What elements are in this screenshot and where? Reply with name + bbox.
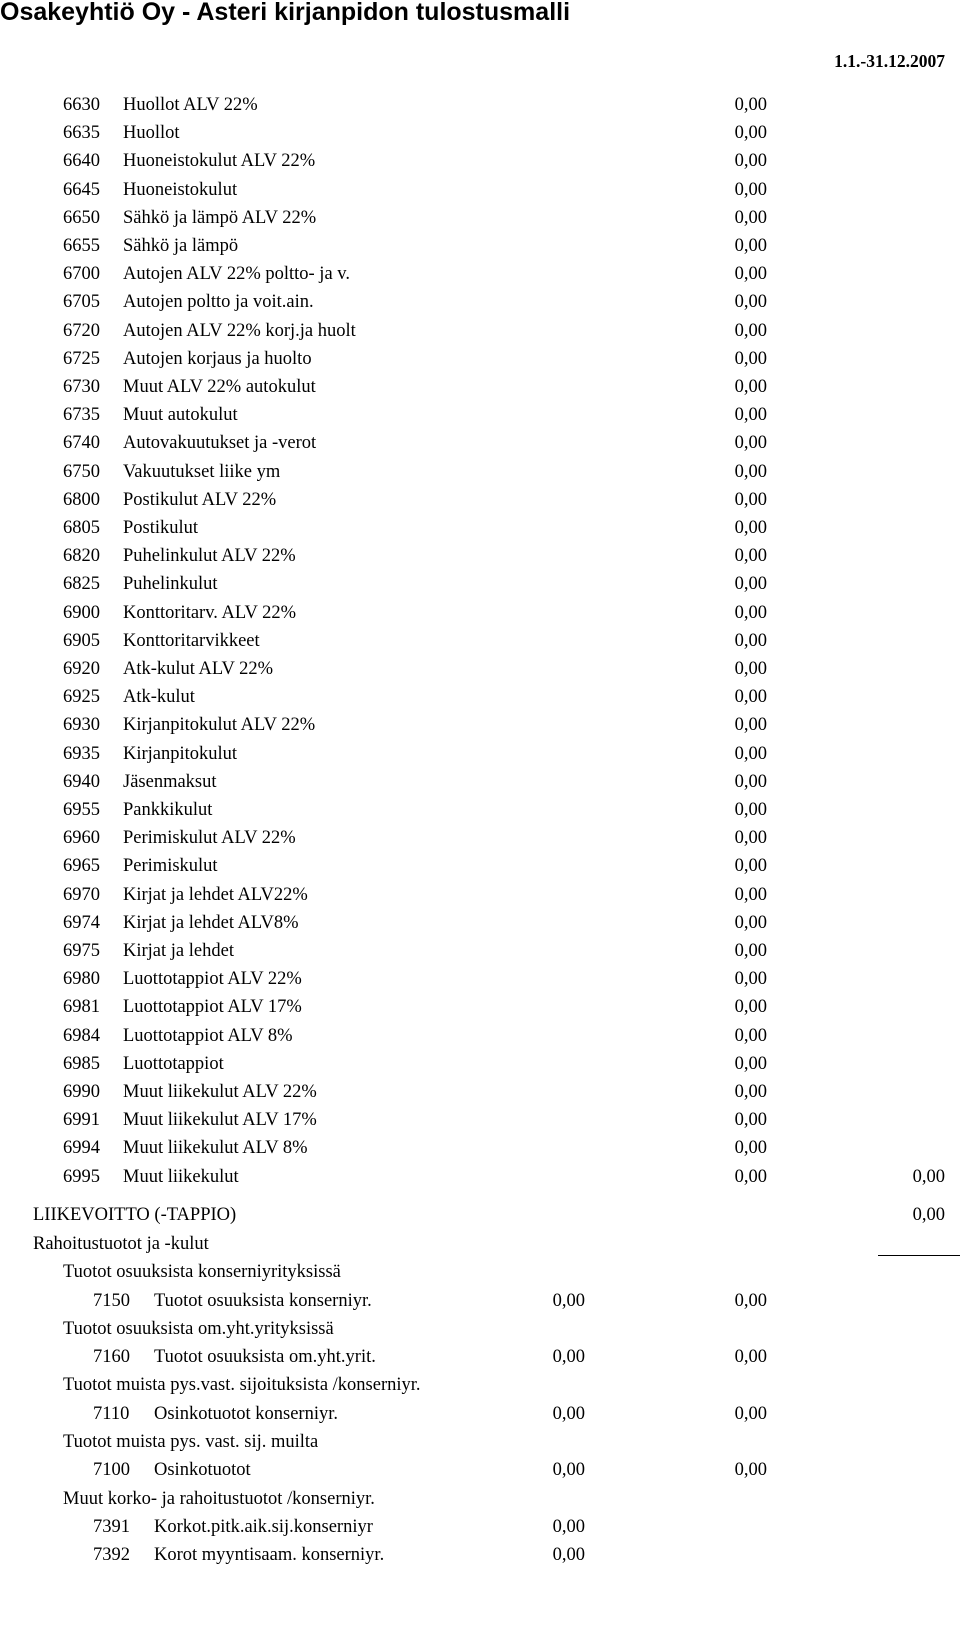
account-code: 6985 bbox=[63, 1054, 100, 1074]
account-code: 6940 bbox=[63, 772, 100, 792]
report-title: Osakeyhtiö Oy - Asteri kirjanpidon tulostusmalli bbox=[0, 0, 571, 26]
account-row bbox=[0, 514, 960, 542]
account-name: Konttoritarv. ALV 22% bbox=[123, 603, 297, 623]
account-name: Atk-kulut bbox=[123, 687, 195, 707]
account-name: Muut autokulut bbox=[123, 405, 238, 425]
account-amount: 0,00 bbox=[734, 659, 767, 679]
account-code: 6965 bbox=[63, 856, 100, 876]
account-amount: 0,00 bbox=[734, 518, 767, 538]
account-row bbox=[0, 542, 960, 570]
account-name: Puhelinkulut bbox=[123, 574, 218, 594]
account-code: 6925 bbox=[63, 687, 100, 707]
account-name: Perimiskulut ALV 22% bbox=[123, 828, 296, 848]
account-name: Autojen ALV 22% korj.ja huolt bbox=[123, 321, 356, 341]
account-name: Autojen ALV 22% poltto- ja v. bbox=[123, 264, 350, 284]
account-name: Osinkotuotot konserniyr. bbox=[154, 1404, 338, 1424]
financial-account-row bbox=[0, 1400, 960, 1428]
financial-group-row bbox=[0, 1371, 960, 1399]
account-row bbox=[0, 993, 960, 1021]
account-name: Jäsenmaksut bbox=[123, 772, 217, 792]
account-row bbox=[0, 1050, 960, 1078]
account-row bbox=[0, 373, 960, 401]
account-code: 6960 bbox=[63, 828, 100, 848]
account-row bbox=[0, 627, 960, 655]
account-row bbox=[0, 317, 960, 345]
account-row bbox=[0, 232, 960, 260]
account-name: Muut liikekulut bbox=[123, 1167, 239, 1187]
financial-group-row bbox=[0, 1315, 960, 1343]
account-row bbox=[0, 796, 960, 824]
account-amount: 0,00 bbox=[734, 95, 767, 115]
account-amount: 0,00 bbox=[734, 744, 767, 764]
account-row bbox=[0, 119, 960, 147]
account-row bbox=[0, 824, 960, 852]
account-name: Tuotot osuuksista konserniyr. bbox=[154, 1291, 372, 1311]
operating-result-amount: 0,00 bbox=[912, 1205, 945, 1225]
account-name: Huoneistokulut ALV 22% bbox=[123, 151, 316, 171]
account-code: 6975 bbox=[63, 941, 100, 961]
account-amount: 0,00 bbox=[734, 1026, 767, 1046]
account-name: Sähkö ja lämpö bbox=[123, 236, 239, 256]
account-code: 6905 bbox=[63, 631, 100, 651]
account-code: 6900 bbox=[63, 603, 100, 623]
account-row bbox=[0, 655, 960, 683]
account-amount: 0,00 bbox=[734, 321, 767, 341]
account-code: 6994 bbox=[63, 1138, 100, 1158]
account-code: 6981 bbox=[63, 997, 100, 1017]
account-amount: 0,00 bbox=[552, 1460, 585, 1480]
account-amount: 0,00 bbox=[734, 151, 767, 171]
account-code: 6720 bbox=[63, 321, 100, 341]
account-amount: 0,00 bbox=[552, 1347, 585, 1367]
account-name: Perimiskulut bbox=[123, 856, 218, 876]
account-name: Postikulut ALV 22% bbox=[123, 490, 277, 510]
financial-group-row bbox=[0, 1485, 960, 1513]
account-name: Kirjat ja lehdet bbox=[123, 941, 234, 961]
financial-account-row bbox=[0, 1343, 960, 1371]
account-row bbox=[0, 147, 960, 175]
account-name: Kirjat ja lehdet ALV22% bbox=[123, 885, 308, 905]
account-amount: 0,00 bbox=[734, 1110, 767, 1130]
financial-group-row bbox=[0, 1428, 960, 1456]
account-name: Konttoritarvikkeet bbox=[123, 631, 260, 651]
account-amount: 0,00 bbox=[734, 997, 767, 1017]
account-amount: 0,00 bbox=[734, 236, 767, 256]
account-name: Korot myyntisaam. konserniyr. bbox=[154, 1545, 385, 1565]
account-code: 7160 bbox=[93, 1347, 130, 1367]
account-code: 6740 bbox=[63, 433, 100, 453]
account-amount: 0,00 bbox=[552, 1517, 585, 1537]
account-code: 6820 bbox=[63, 546, 100, 566]
account-name: Muut liikekulut ALV 17% bbox=[123, 1110, 317, 1130]
financial-heading-row bbox=[0, 1230, 960, 1258]
account-code: 6984 bbox=[63, 1026, 100, 1046]
account-name: Osinkotuotot bbox=[154, 1460, 251, 1480]
account-row bbox=[0, 570, 960, 598]
account-name: Postikulut bbox=[123, 518, 199, 538]
account-code: 7100 bbox=[93, 1460, 130, 1480]
account-name: Huoneistokulut bbox=[123, 180, 238, 200]
financial-group-label: Tuotot muista pys. vast. sij. muilta bbox=[63, 1432, 319, 1452]
account-name: Huollot ALV 22% bbox=[123, 95, 258, 115]
account-amount: 0,00 bbox=[734, 433, 767, 453]
account-row bbox=[0, 852, 960, 880]
account-amount: 0,00 bbox=[734, 885, 767, 905]
financial-account-row bbox=[0, 1513, 960, 1541]
account-name: Pankkikulut bbox=[123, 800, 213, 820]
report-period: 1.1.-31.12.2007 bbox=[834, 51, 945, 71]
operating-result-row bbox=[0, 1201, 960, 1229]
financial-group-label: Tuotot muista pys.vast. sijoituksista /konserniyr. bbox=[63, 1375, 421, 1395]
account-code: 6805 bbox=[63, 518, 100, 538]
account-name: Kirjanpitokulut bbox=[123, 744, 238, 764]
account-name: Tuotot osuuksista om.yht.yrit. bbox=[154, 1347, 376, 1367]
account-row bbox=[0, 1134, 960, 1162]
account-row bbox=[0, 740, 960, 768]
account-name: Puhelinkulut ALV 22% bbox=[123, 546, 296, 566]
account-amount: 0,00 bbox=[734, 772, 767, 792]
account-row bbox=[0, 401, 960, 429]
account-amount: 0,00 bbox=[734, 715, 767, 735]
account-code: 6970 bbox=[63, 885, 100, 905]
account-amount: 0,00 bbox=[734, 292, 767, 312]
account-code: 6650 bbox=[63, 208, 100, 228]
account-row bbox=[0, 91, 960, 119]
account-name: Luottotappiot ALV 8% bbox=[123, 1026, 293, 1046]
account-row bbox=[0, 204, 960, 232]
account-code: 6980 bbox=[63, 969, 100, 989]
account-code: 6750 bbox=[63, 462, 100, 482]
account-row bbox=[0, 486, 960, 514]
account-code: 6825 bbox=[63, 574, 100, 594]
financial-heading: Rahoitustuotot ja -kulut bbox=[33, 1234, 209, 1254]
account-amount: 0,00 bbox=[734, 377, 767, 397]
account-row bbox=[0, 176, 960, 204]
account-amount: 0,00 bbox=[734, 264, 767, 284]
account-code: 6935 bbox=[63, 744, 100, 764]
account-row bbox=[0, 429, 960, 457]
account-code: 7150 bbox=[93, 1291, 130, 1311]
financial-group-label: Muut korko- ja rahoitustuotot /konserniyr. bbox=[63, 1489, 375, 1509]
account-code: 6995 bbox=[63, 1167, 100, 1187]
account-row bbox=[0, 599, 960, 627]
account-row bbox=[0, 683, 960, 711]
account-name: Huollot bbox=[123, 123, 180, 143]
financial-group-label: Tuotot osuuksista konserniyrityksissä bbox=[63, 1262, 341, 1282]
account-code: 6700 bbox=[63, 264, 100, 284]
account-amount: 0,00 bbox=[734, 1138, 767, 1158]
operating-result-label: LIIKEVOITTO (-TAPPIO) bbox=[33, 1205, 237, 1225]
account-amount: 0,00 bbox=[734, 941, 767, 961]
account-code: 6640 bbox=[63, 151, 100, 171]
account-amount: 0,00 bbox=[734, 969, 767, 989]
account-amount: 0,00 bbox=[734, 1054, 767, 1074]
account-code: 6635 bbox=[63, 123, 100, 143]
account-code: 7391 bbox=[93, 1517, 130, 1537]
financial-group-row bbox=[0, 1258, 960, 1286]
account-row bbox=[0, 260, 960, 288]
account-name: Muut liikekulut ALV 8% bbox=[123, 1138, 308, 1158]
account-code: 7110 bbox=[93, 1404, 130, 1424]
account-row bbox=[0, 458, 960, 486]
account-code: 6655 bbox=[63, 236, 100, 256]
account-row bbox=[0, 1106, 960, 1134]
account-name: Sähkö ja lämpö ALV 22% bbox=[123, 208, 317, 228]
account-name: Kirjat ja lehdet ALV8% bbox=[123, 913, 299, 933]
account-amount: 0,00 bbox=[552, 1291, 585, 1311]
group-subtotal: 0,00 bbox=[734, 1404, 767, 1424]
account-row bbox=[0, 711, 960, 739]
account-row bbox=[0, 909, 960, 937]
account-code: 6991 bbox=[63, 1110, 100, 1130]
account-name: Vakuutukset liike ym bbox=[123, 462, 281, 482]
account-name: Muut liikekulut ALV 22% bbox=[123, 1082, 317, 1102]
account-name: Autojen poltto ja voit.ain. bbox=[123, 292, 314, 312]
account-name: Kirjanpitokulut ALV 22% bbox=[123, 715, 316, 735]
account-amount: 0,00 bbox=[552, 1404, 585, 1424]
account-amount: 0,00 bbox=[734, 208, 767, 228]
account-amount: 0,00 bbox=[734, 913, 767, 933]
account-amount: 0,00 bbox=[734, 546, 767, 566]
account-amount: 0,00 bbox=[734, 603, 767, 623]
financial-account-row bbox=[0, 1287, 960, 1315]
account-name: Luottotappiot ALV 17% bbox=[123, 997, 302, 1017]
account-row bbox=[0, 1163, 960, 1191]
group-subtotal: 0,00 bbox=[734, 1291, 767, 1311]
financial-account-row bbox=[0, 1541, 960, 1569]
account-code: 6705 bbox=[63, 292, 100, 312]
account-code: 6800 bbox=[63, 490, 100, 510]
account-amount: 0,00 bbox=[734, 631, 767, 651]
account-name: Muut ALV 22% autokulut bbox=[123, 377, 316, 397]
account-amount: 0,00 bbox=[734, 349, 767, 369]
account-code: 6645 bbox=[63, 180, 100, 200]
account-code: 6990 bbox=[63, 1082, 100, 1102]
account-code: 6930 bbox=[63, 715, 100, 735]
account-amount: 0,00 bbox=[552, 1545, 585, 1565]
account-row bbox=[0, 937, 960, 965]
account-amount: 0,00 bbox=[734, 856, 767, 876]
account-amount: 0,00 bbox=[734, 687, 767, 707]
account-code: 6735 bbox=[63, 405, 100, 425]
account-row bbox=[0, 288, 960, 316]
account-code: 6920 bbox=[63, 659, 100, 679]
account-amount: 0,00 bbox=[734, 123, 767, 143]
account-amount: 0,00 bbox=[734, 180, 767, 200]
section-total: 0,00 bbox=[912, 1167, 945, 1187]
account-code: 7392 bbox=[93, 1545, 130, 1565]
account-code: 6974 bbox=[63, 913, 100, 933]
account-name: Luottotappiot bbox=[123, 1054, 224, 1074]
account-amount: 0,00 bbox=[734, 405, 767, 425]
account-code: 6630 bbox=[63, 95, 100, 115]
account-code: 6730 bbox=[63, 377, 100, 397]
account-name: Luottotappiot ALV 22% bbox=[123, 969, 302, 989]
account-row bbox=[0, 1078, 960, 1106]
account-amount: 0,00 bbox=[734, 1082, 767, 1102]
account-amount: 0,00 bbox=[734, 828, 767, 848]
account-amount: 0,00 bbox=[734, 462, 767, 482]
account-row bbox=[0, 881, 960, 909]
account-amount: 0,00 bbox=[734, 800, 767, 820]
account-amount: 0,00 bbox=[734, 1167, 767, 1187]
account-row bbox=[0, 965, 960, 993]
account-name: Autovakuutukset ja -verot bbox=[123, 433, 317, 453]
account-row bbox=[0, 1022, 960, 1050]
account-row bbox=[0, 345, 960, 373]
account-name: Korkot.pitk.aik.sij.konserniyr bbox=[154, 1517, 373, 1537]
account-name: Autojen korjaus ja huolto bbox=[123, 349, 312, 369]
account-amount: 0,00 bbox=[734, 574, 767, 594]
account-row bbox=[0, 768, 960, 796]
account-name: Atk-kulut ALV 22% bbox=[123, 659, 274, 679]
account-amount: 0,00 bbox=[734, 490, 767, 510]
account-code: 6725 bbox=[63, 349, 100, 369]
financial-group-label: Tuotot osuuksista om.yht.yrityksissä bbox=[63, 1319, 334, 1339]
account-code: 6955 bbox=[63, 800, 100, 820]
financial-account-row bbox=[0, 1456, 960, 1484]
group-subtotal: 0,00 bbox=[734, 1460, 767, 1480]
group-subtotal: 0,00 bbox=[734, 1347, 767, 1367]
